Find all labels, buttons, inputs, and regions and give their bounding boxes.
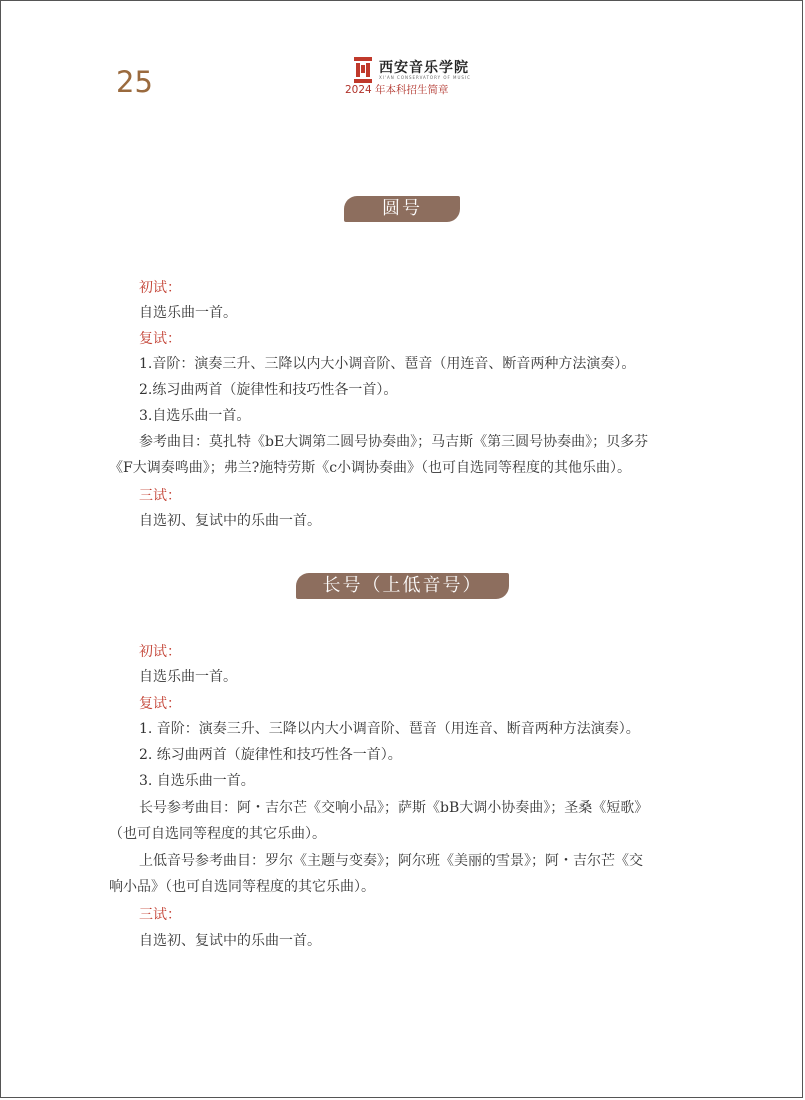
third-round-text: 自选初、复试中的乐曲一首。 xyxy=(139,933,321,949)
third-round-label: 三试： xyxy=(139,488,181,504)
third-round-label: 三试： xyxy=(139,907,181,923)
section-title-trombone: 长号（上低音号） xyxy=(296,573,509,599)
reference-repertoire-euphonium: 响小品》（也可自选同等程度的其它乐曲）。 xyxy=(109,879,375,895)
second-round-item: 1.音阶：演奏三升、三降以内大小调音阶、琶音（用连音、断音两种方法演奏）。 xyxy=(139,356,636,372)
preliminary-text: 自选乐曲一首。 xyxy=(139,669,237,685)
reference-repertoire-trombone: 长号参考曲目：阿・吉尔芒《交响小品》；萨斯《bB大调小协奏曲》；圣桑《短歌》 xyxy=(139,800,649,816)
preliminary-text: 自选乐曲一首。 xyxy=(139,305,237,321)
reference-repertoire: 《F大调奏鸣曲》；弗兰?施特劳斯《c小调协奏曲》（也可自选同等程度的其他乐曲）。 xyxy=(109,460,632,476)
preliminary-label: 初试： xyxy=(139,644,181,660)
second-round-item: 3.自选乐曲一首。 xyxy=(139,408,251,424)
page-number: 25 xyxy=(116,65,153,99)
school-name: 西安音乐学院 xyxy=(379,60,469,76)
second-round-item: 2. 练习曲两首（旋律性和技巧性各一首）。 xyxy=(139,747,402,763)
section-title-horn: 圆号 xyxy=(344,196,460,222)
reference-repertoire-euphonium: 上低音号参考曲目：罗尔《主题与变奏》；阿尔班《美丽的雪景》；阿・吉尔芒《交 xyxy=(139,853,643,869)
second-round-label: 复试： xyxy=(139,696,181,712)
reference-repertoire: 参考曲目：莫扎特《bE大调第二圆号协奏曲》；马吉斯《第三圆号协奏曲》；贝多芬 xyxy=(139,434,649,450)
second-round-item: 3. 自选乐曲一首。 xyxy=(139,773,255,789)
reference-repertoire-trombone: （也可自选同等程度的其它乐曲）。 xyxy=(109,826,326,842)
brochure-subtitle: 2024 年本科招生简章 xyxy=(345,84,449,96)
second-round-item: 2.练习曲两首（旋律性和技巧性各一首）。 xyxy=(139,382,398,398)
school-name-english: XI'AN CONSERVATORY OF MUSIC xyxy=(379,75,471,80)
school-emblem-icon xyxy=(353,55,373,85)
preliminary-label: 初试： xyxy=(139,280,181,296)
third-round-text: 自选初、复试中的乐曲一首。 xyxy=(139,513,321,529)
second-round-label: 复试： xyxy=(139,331,181,347)
second-round-item: 1. 音阶：演奏三升、三降以内大小调音阶、琶音（用连音、断音两种方法演奏）。 xyxy=(139,721,640,737)
